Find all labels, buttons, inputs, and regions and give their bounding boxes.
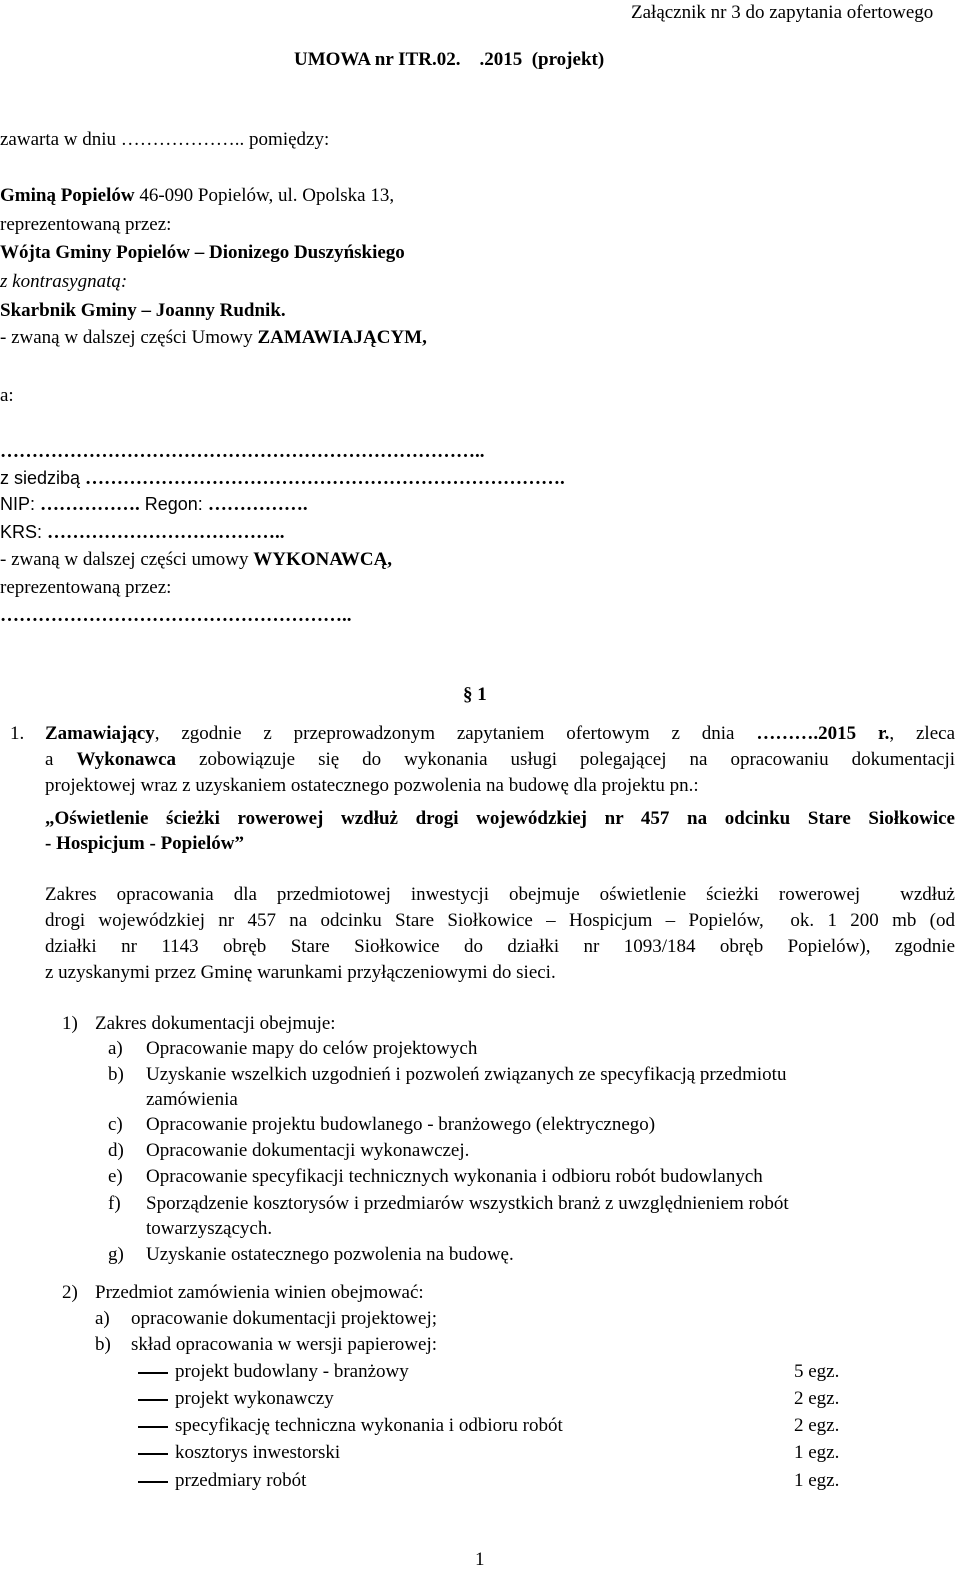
represented-by-2: reprezentowaną przez: [0,577,172,598]
copy-qty: 2 egz. [794,1388,840,1409]
treasurer-name: Skarbnik Gminy – Joanny Rudnik. [0,300,286,321]
dash-bullet [138,1372,168,1374]
list2-number: 2) [62,1282,78,1303]
copy-name: projekt wykonawczy [175,1388,334,1409]
copy-name: kosztorys inwestorski [175,1442,341,1463]
page-number: 1 [475,1549,485,1570]
point-1-line-2 [45,747,955,773]
list2-a-letter: a) [95,1308,110,1329]
contractor-label-line [0,548,392,572]
contractor-label-prefix: - zwaną w dalszej części umowy [0,549,254,570]
contract-title: UMOWA nr ITR.02. .2015 (projekt) [294,49,605,70]
line1-end: , zleca [889,723,955,744]
copy-name: specyfikację techniczna wykonania i odbioru robót [175,1415,563,1436]
list1-number: 1) [62,1013,78,1034]
scope-line: drogi wojewódzkiej nr 457 na odcinku Stare Siołkowice – Hospicjum – Popielów, ok. 1 200 mb (od [45,910,955,931]
copy-name: przedmiary robót [175,1470,307,1491]
list1-item-letter: f) [108,1193,121,1214]
client-bold: Zamawiający [45,723,155,744]
list2-a-text: opracowanie dokumentacji projektowej; [131,1308,438,1329]
list1-title: Zakres dokumentacji obejmuje: [95,1013,336,1034]
regon-label: Regon: [139,494,208,514]
party1-address: 46-090 Popielów, ul. Opolska 13, [134,185,395,206]
date-line: zawarta w dniu ……………….. pomiędzy: [0,129,330,150]
copy-qty: 1 egz. [794,1470,840,1491]
countersign-label: z kontrasygnatą: [0,271,128,292]
party1-name: Gminą Popielów [0,185,135,206]
line2-text: zobowiązuje się do wykonania usługi polegającej na opracowaniu dokumentacji [176,749,956,770]
point-1-line-1 [45,721,955,747]
list1-item-text: Uzyskanie wszelkich uzgodnień i pozwoleń związanych ze specyfikacją przedmiotu [146,1064,787,1085]
dash-bullet [138,1481,168,1483]
scope-line: z uzyskanymi przez Gminę warunkami przyłączeniowymi do sieci. [45,962,556,983]
copies-row [138,1415,858,1437]
date-blank-bold: ……….2015 r. [756,723,890,744]
copy-qty: 2 egz. [794,1415,840,1436]
copy-qty: 5 egz. [794,1361,840,1382]
nip-blank: ……………. [40,494,140,515]
and-label: a: [0,385,14,406]
attachment-note: Załącznik nr 3 do zapytania ofertowego [631,2,934,23]
regon-blank: ……………. [207,494,308,515]
point-1-line-3: projektowej wraz z uzyskaniem ostatecznego pozwolenia na budowę dla projektu pn.: [45,775,699,796]
mayor-name: Wójta Gminy Popielów – Dionizego Duszyńskiego [0,242,405,263]
nip-regon-line [0,492,308,517]
nip-label: NIP: [0,494,41,514]
represented-by: reprezentowaną przez: [0,214,172,235]
list1-item-text: Opracowanie dokumentacji wykonawczej. [146,1140,470,1161]
project-name-line-2: - Hospicjum - Popielów” [45,833,244,854]
list1-item-letter: a) [108,1038,123,1059]
list2-title: Przedmiot zamówienia winien obejmować: [95,1282,424,1303]
copies-row [138,1442,858,1464]
scope-line: Zakres opracowania dla przedmiotowej inwestycji obejmuje oświetlenie ścieżki rowerowej wzdłuż [45,884,955,905]
point-1-paragraph [45,721,955,799]
scope-paragraph [45,882,955,986]
copies-row [138,1361,858,1383]
list1-item-letter: e) [108,1166,123,1187]
copy-qty: 1 egz. [794,1442,840,1463]
client-label-line [0,326,427,350]
client-label: ZAMAWIAJĄCYM, [257,327,427,348]
seat-blank: …………………………………………………………………. [85,468,565,489]
dash-bullet [138,1426,168,1428]
scope-line: działki nr 1143 obręb Stare Siołkowice do działki nr 1093/184 obręb Popielów), zgodnie [45,936,955,957]
contractor-name-blank: ………………………………………………………………….. [0,441,485,462]
krs-blank: ……………………………….. [47,522,285,543]
dash-bullet [138,1453,168,1455]
seat-label: z siedzibą [0,468,86,488]
list1-item-continuation: zamówienia [146,1089,238,1110]
list1-item-text: Opracowanie mapy do celów projektowych [146,1038,478,1059]
copy-name: projekt budowlany - branżowy [175,1361,409,1382]
point-number: 1. [10,723,25,744]
representative-blank: ……………………………………………….. [0,605,352,626]
line1-text: , zgodnie z przeprowadzonym zapytaniem ofertowym z dnia [154,723,757,744]
krs-label: KRS: [0,522,48,542]
list2-b-letter: b) [95,1334,111,1355]
list1-item-letter: d) [108,1140,124,1161]
list1-item-continuation: towarzyszących. [146,1218,273,1239]
krs-line [0,520,285,545]
list1-item-letter: g) [108,1244,124,1265]
project-name-line-1: „Oświetlenie ścieżki rowerowej wzdłuż drogi wojewódzkiej nr 457 na odcinku Stare Siołkowice [45,808,955,829]
line2-start: a [45,749,77,770]
list1-item-letter: c) [108,1114,123,1135]
party1-line [0,184,394,208]
dash-bullet [138,1399,168,1401]
contractor-bold: Wykonawca [76,749,177,770]
section-heading: § 1 [463,684,487,705]
list1-item-text: Opracowanie projektu budowlanego - branżowego (elektrycznego) [146,1114,656,1135]
list1-item-letter: b) [108,1064,124,1085]
list1-item-text: Uzyskanie ostatecznego pozwolenia na budowę. [146,1244,514,1265]
seat-line [0,466,565,491]
contractor-label: WYKONAWCĄ, [253,549,393,570]
copies-row [138,1388,858,1410]
list2-b-text: skład opracowania w wersji papierowej: [131,1334,438,1355]
copies-row [138,1470,858,1492]
list1-item-text: Sporządzenie kosztorysów i przedmiarów wszystkich branż z uwzględnieniem robót [146,1193,789,1214]
client-label-prefix: - zwaną w dalszej części Umowy [0,327,258,348]
list1-item-text: Opracowanie specyfikacji technicznych wykonania i odbioru robót budowlanych [146,1166,763,1187]
